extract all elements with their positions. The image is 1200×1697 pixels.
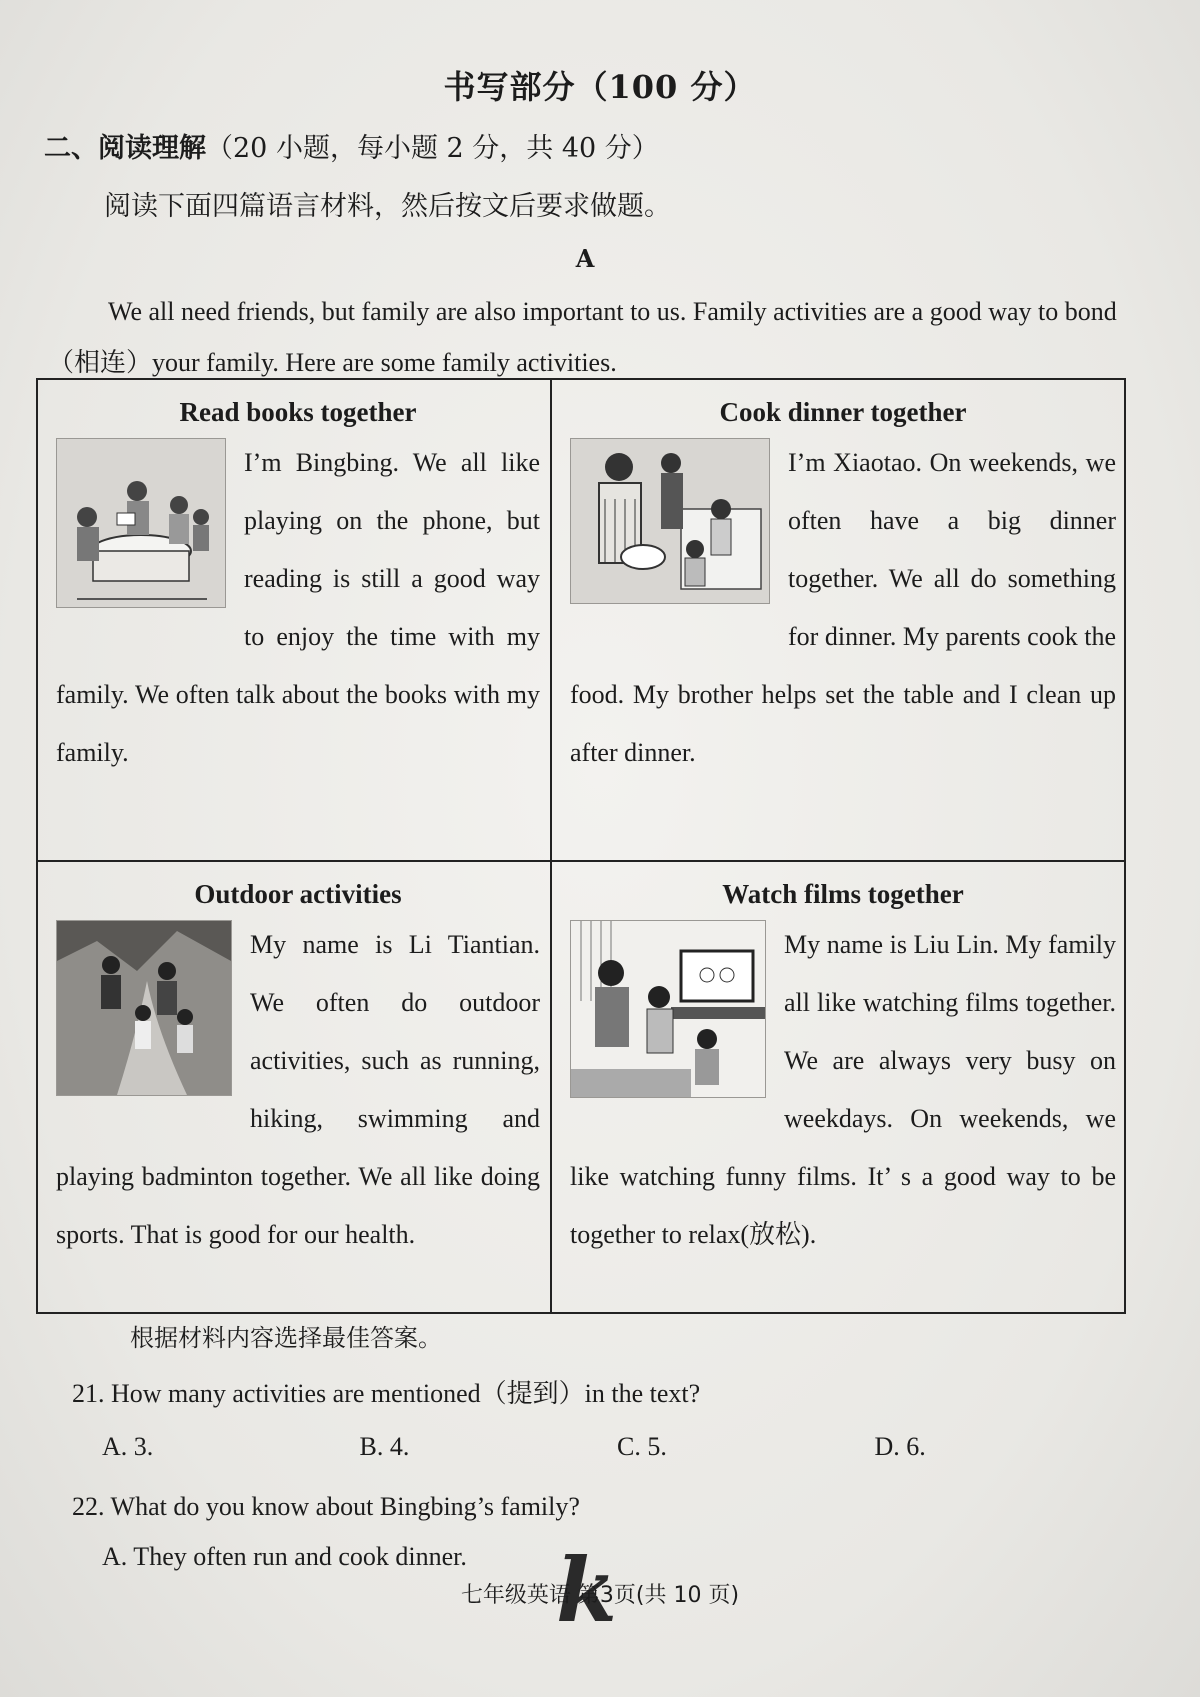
passage-letter: A (575, 244, 595, 273)
option-c[interactable]: C. 5. (617, 1432, 667, 1461)
activity-read-books (38, 380, 552, 862)
part-heading-detail: （20 小题，每小题 2 分，共 40 分） (206, 133, 659, 164)
family-hiking-illustration (56, 920, 232, 1096)
passage-intro: We all need friends, but family are also important to us. Family activities are a good way to bond（相连）your family. Here are some family activities. (48, 297, 1117, 377)
family-cooking-illustration (570, 438, 770, 604)
option-a[interactable]: A. 3. (102, 1432, 154, 1461)
section-title: 书写部分（100 分） (443, 68, 757, 106)
question-22-stem: 22. What do you know about Bingbing’s family? (72, 1492, 580, 1521)
part-heading-label: 二、阅读理解 (44, 133, 206, 164)
family-tv-illustration (570, 920, 766, 1098)
activity-outdoor (38, 862, 552, 1312)
activity-text: My name is Li Tiantian. We often do outdoor activities, such as running, hiking, swimming and playing badminton together. We all like doing sports. That is good for our health. (56, 930, 540, 1249)
activity-title: Outdoor activities (194, 879, 402, 909)
question-21-stem: 21. How many activities are mentioned（提到）in the text? (72, 1379, 701, 1408)
questions-section (72, 1318, 1132, 1572)
activity-title: Watch films together (722, 879, 964, 909)
option-b[interactable]: B. 4. (359, 1432, 410, 1461)
activities-table (36, 378, 1126, 1314)
activity-watch-films (552, 862, 1126, 1312)
option-d[interactable]: D. 6. (874, 1432, 926, 1461)
activity-text: My name is Liu Lin. My family all like watching films together. We are always very busy on weekdays. On weekends, we like watching funny films. It’ s a good way to be together to relax(放松). (570, 930, 1116, 1249)
activity-text: I’m Xiaotao. On weekends, we often have a big dinner together. We all do something for dinner. My parents cook the food. My brother helps set the table and I clean up after dinner. (570, 448, 1116, 767)
activity-title: Cook dinner together (719, 397, 967, 427)
questions-instruction: 根据材料内容选择最佳答案。 (130, 1324, 442, 1352)
activity-text: I’m Bingbing. We all like playing on the phone, but reading is still a good way to enjoy the time with my family. We often talk about the books with my family. (56, 448, 540, 767)
part-heading (44, 126, 659, 165)
question-21-options (72, 1432, 1132, 1462)
handwritten-mark-icon: k (556, 1538, 617, 1642)
question-22-option-a[interactable]: A. They often run and cook dinner. (102, 1542, 467, 1571)
page-footer: 七年级英语 第3页(共 10 页) (460, 1583, 740, 1608)
reading-instruction: 阅读下面四篇语言材料，然后按文后要求做题。 (104, 191, 671, 222)
activity-title: Read books together (179, 397, 417, 427)
family-reading-illustration (56, 438, 226, 608)
activity-cook-dinner (552, 380, 1126, 862)
